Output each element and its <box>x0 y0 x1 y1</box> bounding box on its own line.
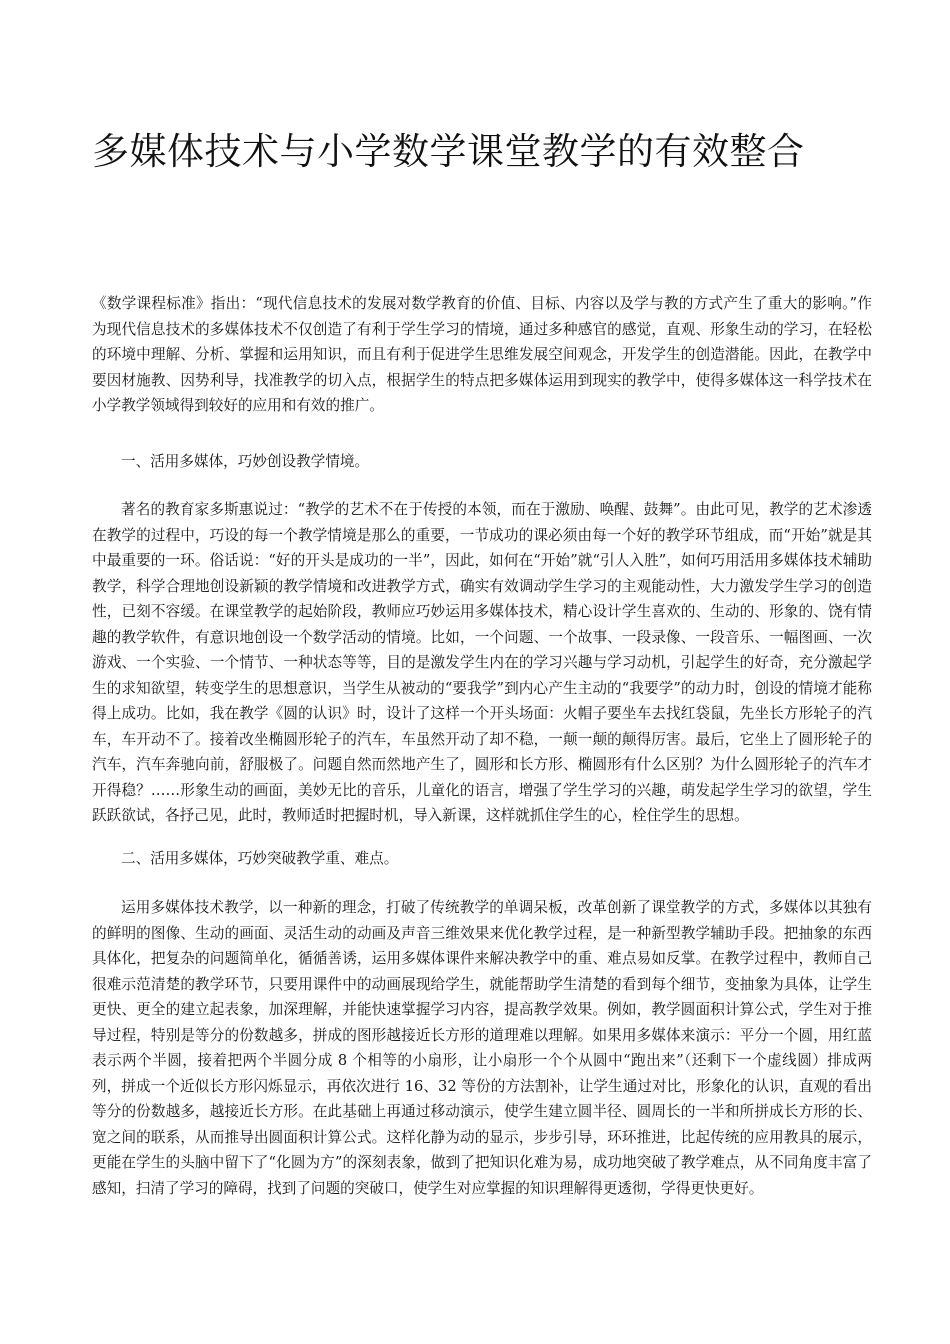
section-paragraph-2: 运用多媒体技术教学，以一种新的理念，打破了传统教学的单调呆板，改革创新了课堂教学的方式，多媒体以其独有的鲜明的图像、生动的画面、灵活生动的动画及声音三维效果来优化教学过程，是一种新型教学辅助手段。把抽象的东西具体化，把复杂的问题简单化，循循善诱，运用多媒体课件来解决教学中的重、难点易如反掌。在教学过程中，教师自己很难示范清楚的教学环节，只要用课件中的动画展现给学生，就能帮助学生清楚的看到每个细节，变抽象为具体，让学生更快、更全的建立起表象，加深理解，并能快速掌握学习内容，提高教学效果。例如，教学圆面积计算公式，学生对于推导过程，特别是等分的份数越多，拼成的图形越接近长方形的道理难以理解。如果用多媒体来演示：平分一个圆，用红蓝表示两个半圆，接着把两个半圆分成 8 个相等的小扇形，让小扇形一个个从圆中“跑出来”（还剩下一个虚线圆）排成两列，拼成一个近似长方形闪烁显示，再依次进行 16、32 等份的方法割补，让学生通过对比，形象化的认识，直观的看出等分的份数越多，越接近长方形。在此基础上再通过移动演示，使学生建立圆半径、圆周长的一半和所拼成长方形的长、宽之间的联系，从而推导出圆面积计算公式。这样化静为动的显示，步步引导，环环推进，比起传统的应用教具的展示，更能在学生的头脑中留下了“化圆为方”的深刻表象，做到了把知识化难为易，成功地突破了教学难点，从不同角度丰富了感知，扫清了学习的障碍，找到了问题的突破口，使学生对应掌握的知识理解得更透彻，学得更快更好。 <box>92 899 872 1197</box>
section-heading-2: 二、活用多媒体，巧妙突破教学重、难点。 <box>121 850 399 867</box>
section-paragraph-1: 著名的教育家多斯惠说过：“教学的艺术不在于传授的本领，而在于激励、唤醒、鼓舞”。由此可见，教学的艺术渗透在教学的过程中，巧设的每一个教学情境是那么的重要，一节成功的课必须由每一个好的教学环节组成，而“开始”就是其中最重要的一环。俗话说：“好的开头是成功的一半”，因此，如何在“开始”就“引人入胜”，如何巧用活用多媒体技术辅助教学，科学合理地创设新颖的教学情境和改进教学方式，确实有效调动学生学习的主观能动性，大力激发学生学习的创造性，已刻不容缓。在课堂教学的起始阶段，教师应巧妙运用多媒体技术，精心设计学生喜欢的、生动的、形象的、饶有情趣的教学软件，有意识地创设一个数学活动的情境。比如，一个问题、一个故事、一段录像、一段音乐、一幅图画、一次游戏、一个实验、一个情节、一种状态等等，目的是激发学生内在的学习兴趣与学习动机，引起学生的好奇，充分激起学生的求知欲望，转变学生的思想意识，当学生从被动的“要我学”到内心产生主动的“我要学”的动力时，创设的情境才能称得上成功。比如，我在教学《圆的认识》时，设计了这样一个开头场面：火帽子要坐车去找红袋鼠，先坐长方形轮子的汽车，车开动不了。接着改坐椭圆形轮子的汽车，车虽然开动了却不稳，一颠一颠的颠得厉害。最后，它坐上了圆形轮子的汽车，汽车奔驰向前，舒服极了。问题自然而然地产生了，圆形和长方形、椭圆形有什么区别？为什么圆形轮子的汽车才开得稳？……形象生动的画面，美妙无比的音乐，儿童化的语言，增强了学生学习的兴趣，萌发起学生学习的欲望，学生跃跃欲试，各抒己见，此时，教师适时把握时机，导入新课，这样就抓住学生的心，栓住学生的思想。 <box>92 501 872 824</box>
intro-paragraph: 《数学课程标准》指出：“现代信息技术的发展对数学教育的价值、目标、内容以及学与教的方式产生了重大的影响。”作为现代信息技术的多媒体技术不仅创造了有利于学生学习的情境，通过多种感官的感觉，直观、形象生动的学习，在轻松的环境中理解、分析、掌握和运用知识，而且有利于促进学生思维发展空间观念，开发学生的创造潜能。因此，在教学中要因材施教、因势利导，找准教学的切入点，根据学生的特点把多媒体运用到现实的教学中，使得多媒体这一科学技术在小学教学领域得到较好的应用和有效的推广。 <box>92 295 872 414</box>
document-title: 多媒体技术与小学数学课堂教学的有效整合 <box>92 130 805 173</box>
section-heading-1: 一、活用多媒体，巧妙创设教学情境。 <box>121 453 370 470</box>
